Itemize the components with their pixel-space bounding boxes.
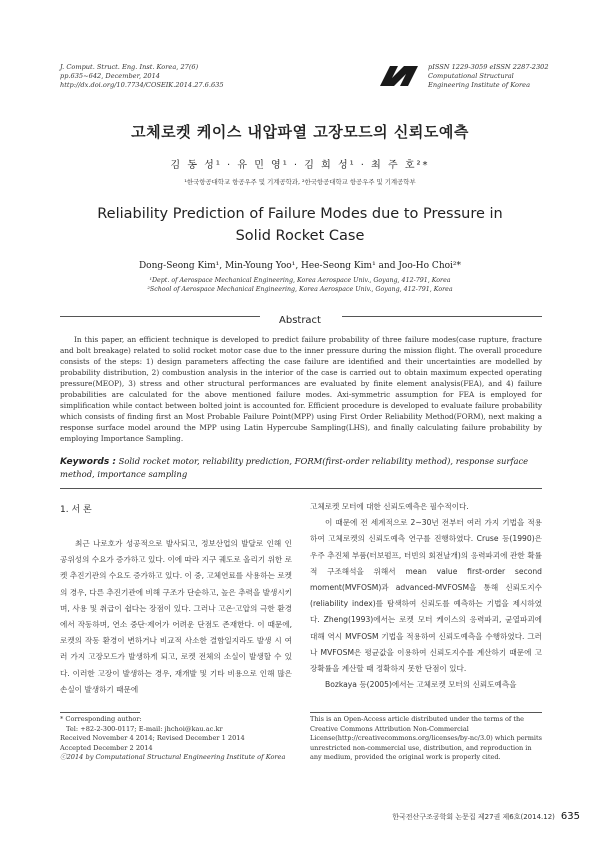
abstract-body: [60, 334, 542, 444]
publisher-logo-icon: [378, 64, 422, 88]
footnote-divider: [60, 712, 140, 713]
keywords-label: Keywords :: [60, 457, 116, 467]
footnote-line: Tel: +82-2-300-0117; E-mail: jhchoi@kau.ac.kr: [66, 724, 223, 733]
correspondence-footnote: [60, 715, 300, 763]
page-number: 635: [560, 811, 580, 822]
affiliation-line: ¹Dept. of Aerospace Mechanical Engineering, Korea Aerospace Univ., Goyang, 412-791, Korea: [149, 277, 451, 284]
divider: [60, 488, 542, 489]
authors-english: Dong-Seong Kim¹, Min-Young Yoo¹, Hee-Seong Kim¹ and Joo-Ho Choi²*: [138, 261, 462, 271]
body-paragraph: 고체로켓 모터에 대한 신뢰도예측은 필수적이다.: [310, 502, 469, 511]
journal-footer-text: 한국전산구조공학회 논문집 제27권 제6호(2014.12): [392, 813, 555, 821]
body-paragraph: 이 때문에 전 세계적으로 2~30년 전부터 여러 가지 기법을 적용하여 고체로켓의 신뢰도예측 연구를 진행하였다. Cruse 등(1990)은 우주 추진체 부품(터보펌프, 터빈의 회전날개)의 응력파괴에 관한 확률적 구조해석을 위해서 mean value first-order second moment(MVFOSM)과 advanced-MVFOSM을 통해 신뢰도지수(reliability index)를 탐색하여 신뢰도를 예측하는 기법을 제시하였다. Zheng(1993)에서는 로켓 모터 케이스의 응력파괴, 균열파괴에 대해 역시 MVFOSM 기법을 적용하여 신뢰도예측을 수행하였다. 그러나 MVFOSM은 평균값을 이용하여 신뢰도지수를 계산하기 때문에 고장확률을 계산할 때 정확하지 못한 단점이 있다.: [310, 518, 542, 674]
journal-citation: [60, 63, 300, 90]
authors-korean: 김 동 성¹ · 유 민 영¹ · 김 희 성¹ · 최 주 호²*: [170, 160, 430, 171]
issn-info: [428, 63, 578, 90]
affiliation-english: [0, 277, 600, 294]
issn-line: pISSN 1229-3059 eISSN 2287-2302: [428, 63, 549, 71]
copyright-line: ⓒ2014 by Computational Structural Engineering Institute of Korea: [60, 753, 286, 762]
footnote-line: Received November 4 2014; Revised December 1 2014: [60, 734, 245, 743]
license-footnote: This is an Open-Access article distributed under the terms of the Creative Commons Attribution Non-Commercial License(http://creativecommons.org/licenses/by-nc/3.0) which permits unrestricted non-commercial use, distribution, and reproduction in any medium, provided the original work is properly cited.: [310, 715, 542, 762]
footnote-divider: [310, 712, 542, 713]
affiliation-korean: ¹한국항공대학교 항공우주 및 기계공학과, ²한국항공대학교 항공우주 및 기계공학부: [184, 178, 416, 186]
body-paragraph: 최근 나로호가 성공적으로 발사되고, 정보산업의 발달로 인해 인공위성의 수요가 증가하고 있다. 이에 따라 지구 궤도로 올리기 위한 로켓 추진기관의 수요도 증가하고 있다. 이 중, 고체연료를 사용하는 로켓의 경우, 다른 추진기관에 비해 구조가 단순하고, 높은 추력을 발생시키며, 사용 및 취급이 쉽다는 장점이 있다. 그러나 고온·고압의 극한 환경에서 작동하며, 연소 중단·제어가 어려운 단점도 존재한다. 이 때문에, 로켓의 작동 환경이 변하거나 비교적 사소한 결함일지라도 발생 시 여러 가지 고장모드가 발생하게 되고, 로켓 전체의 소실이 발생할 수 있다. 이러한 고장이 발생하는 경우, 재개발 및 기타 비용으로 인해 많은 손실이 발생하기 때문에: [60, 539, 292, 694]
title-korean: 고체로켓 케이스 내압파열 고장모드의 신뢰도예측: [131, 123, 469, 141]
journal-pages-line: pp.635~642, December, 2014: [60, 72, 160, 80]
body-paragraph: Bozkaya 등(2005)에서는 고체로켓 모터의 신뢰도예측을: [325, 680, 517, 690]
title-english: [60, 203, 540, 247]
keywords: [60, 455, 542, 480]
doi-link[interactable]: http://dx.doi.org/10.7734/COSEIK.2014.27.6.635: [60, 81, 224, 89]
abstract-heading: Abstract: [279, 315, 321, 326]
title-english-line: Reliability Prediction of Failure Modes due to Pressure in: [97, 206, 503, 222]
publisher-line: Computational Structural: [428, 72, 514, 80]
journal-citation-line: J. Comput. Struct. Eng. Inst. Korea, 27(6): [60, 63, 199, 71]
section-heading: 1. 서 론: [60, 505, 92, 515]
affiliation-line: ²School of Aerospace Mechanical Engineering, Korea Aerospace Univ., Goyang, 412-791, Korea: [147, 285, 453, 293]
abstract-paragraph: In this paper, an efficient technique is developed to predict failure probability of three failure modes(case rupture, fracture and bolt breakage) related to solid rocket motor case due to the inner pressure during the mission flight. The overall procedure consists of the steps: 1) design parameters affecting the case failure are identified and their uncertainties are modelled by probability distribution, 2) combustion analysis in the interior of the case is carried out to obtain maximum expected operating pressure(MEOP), 3) stress and other structural performances are evaluated by finite element analysis(FEA), and 4) failure probabilities are calculated for the above mentioned failure modes. Axi-symmetric assumption for FEA is employed for simplification while contact between bolted joint is accounted for. Efficient procedure is developed to evaluate failure probability which consists of finding first an Most Probable Failure Point(MPP) using First Order Reliability Method(FORM), next making a response surface model around the MPP using Latin Hypercube Sampling(LHS), and finally calculating failure probability by employing Importance Sampling.: [60, 335, 542, 443]
footnote-line: Accepted December 2 2014: [60, 743, 153, 752]
page-footer: [300, 811, 580, 822]
body-column-right: [310, 499, 542, 693]
publisher-line: Engineering Institute of Korea: [428, 81, 531, 89]
title-english-line: Solid Rocket Case: [235, 228, 365, 244]
keywords-text: Solid rocket motor, reliability prediction, FORM(first-order reliability method), response surface method, importance sampling: [60, 456, 529, 479]
body-column-left: [60, 536, 292, 698]
footnote-line: * Corresponding author:: [60, 715, 142, 723]
